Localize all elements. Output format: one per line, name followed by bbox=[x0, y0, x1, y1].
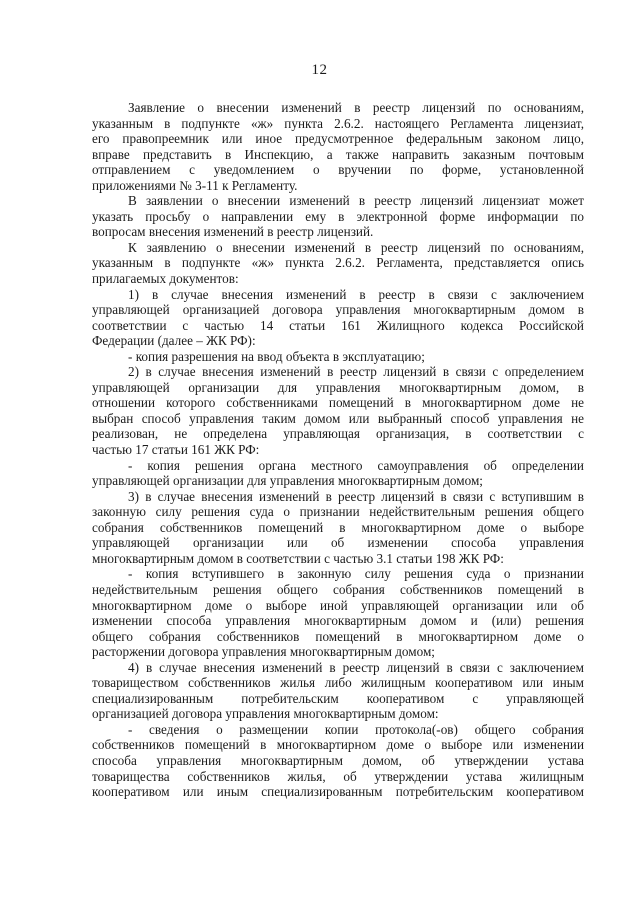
page-number: 12 bbox=[311, 62, 328, 78]
text-line: соответствии с частью 14 статьи 161 Жилищного кодекса Российской bbox=[92, 317, 584, 333]
text-line: - копия вступившего в законную силу решения суда о признании bbox=[128, 566, 584, 582]
text-line: способа управления многоквартирным домом, об утверждении устава bbox=[92, 752, 584, 768]
text-line: К заявлению о внесении изменений в реестр лицензий по основаниям, bbox=[128, 239, 584, 255]
text-line: Заявление о внесении изменений в реестр лицензий по основаниям, bbox=[128, 100, 584, 115]
text-line: указанным в подпункте «ж» пункта 2.6.2. Регламента, представляется опись bbox=[92, 255, 584, 271]
document-body bbox=[92, 100, 584, 800]
text-line: изменении способа управления многоквартирным домом и (или) решения bbox=[92, 613, 584, 629]
text-line: 4) в случае внесения изменений в реестр лицензий в связи с заключением bbox=[128, 659, 584, 675]
text-line: организацией договора управления многоквартирным домом: bbox=[92, 706, 439, 722]
text-line: указанным в подпункте «ж» пункта 2.6.2. настоящего Регламента лицензиат, bbox=[92, 115, 584, 131]
text-line: его правопреемник или иное предусмотренное федеральным законом лицо, bbox=[92, 131, 584, 147]
text-line: вправе представить в Инспекцию, а также направить заказным почтовым bbox=[92, 146, 584, 162]
text-line: отправлением с уведомлением о вручении по форме, установленной bbox=[92, 162, 584, 178]
text-line: реализован, не определена управляющая организация, в соответствии с bbox=[92, 426, 584, 442]
text-line: собственников помещений в многоквартирном доме о выборе или изменении bbox=[92, 737, 584, 753]
text-line: специализированным потребительским кооперативом с управляющей bbox=[92, 690, 584, 706]
text-line: 2) в случае внесения изменений в реестр лицензий в связи с определением bbox=[128, 364, 584, 380]
text-line: общего собрания собственников помещений в многоквартирном доме о bbox=[92, 628, 584, 644]
text-line: управляющей организацией договора управления многоквартирным домом в bbox=[92, 302, 584, 318]
text-line: прилагаемых документов: bbox=[92, 271, 239, 287]
text-line: - сведения о размещении копии протокола(-ов) общего собрания bbox=[128, 721, 584, 737]
text-line: собрания собственников помещений в многоквартирном доме о выборе bbox=[92, 519, 584, 535]
text-line: вопросам внесения изменений в реестр лицензий. bbox=[92, 224, 374, 240]
text-line: управляющей организации для управления многоквартирным домом; bbox=[92, 473, 483, 489]
text-line: Федерации (далее – ЖК РФ): bbox=[92, 333, 256, 349]
text-line: законную силу решения суда о признании недействительным решения общего bbox=[92, 504, 584, 520]
text-line: многоквартирном доме о выборе иной управляющей организации или об bbox=[92, 597, 584, 613]
text-line: кооперативом или иным специализированным потребительским кооперативом bbox=[92, 784, 584, 800]
text-line: управляющей организации для управления многоквартирным домом, в bbox=[92, 379, 584, 395]
text-line: 3) в случае внесения изменений в реестр лицензий в связи с вступившим в bbox=[128, 488, 584, 504]
text-line: товариществом собственников жилья либо жилищным кооперативом или иным bbox=[92, 675, 584, 691]
text-line: В заявлении о внесении изменений в реестр лицензий лицензиат может bbox=[128, 193, 584, 209]
text-line: - копия решения органа местного самоуправления об определении bbox=[128, 457, 584, 473]
text-line: указать просьбу о направлении ему в электронной форме информации по bbox=[92, 208, 584, 224]
text-line: 1) в случае внесения изменений в реестр в связи с заключением bbox=[128, 286, 584, 302]
text-line: управляющей организации или об изменении способа управления bbox=[92, 535, 584, 551]
text-line: приложениями № 3-11 к Регламенту. bbox=[92, 177, 298, 193]
text-line: отношении которого собственниками помещений в многоквартирном доме не bbox=[92, 395, 584, 411]
text-line: недействительным решения общего собрания собственников помещений в bbox=[92, 581, 584, 597]
text-line: частью 17 статьи 161 ЖК РФ: bbox=[92, 442, 260, 458]
text-line: товарищества собственников жилья, об утверждении устава жилищным bbox=[92, 768, 584, 784]
text-line: выбран способ управления таким домом или выбранный способ управления не bbox=[92, 410, 584, 426]
text-line: расторжении договора управления многоквартирным домом; bbox=[92, 644, 435, 660]
text-line: многоквартирным домом в соответствии с частью 3.1 статьи 198 ЖК РФ: bbox=[92, 550, 504, 566]
text-line: - копия разрешения на ввод объекта в эксплуатацию; bbox=[128, 348, 425, 364]
